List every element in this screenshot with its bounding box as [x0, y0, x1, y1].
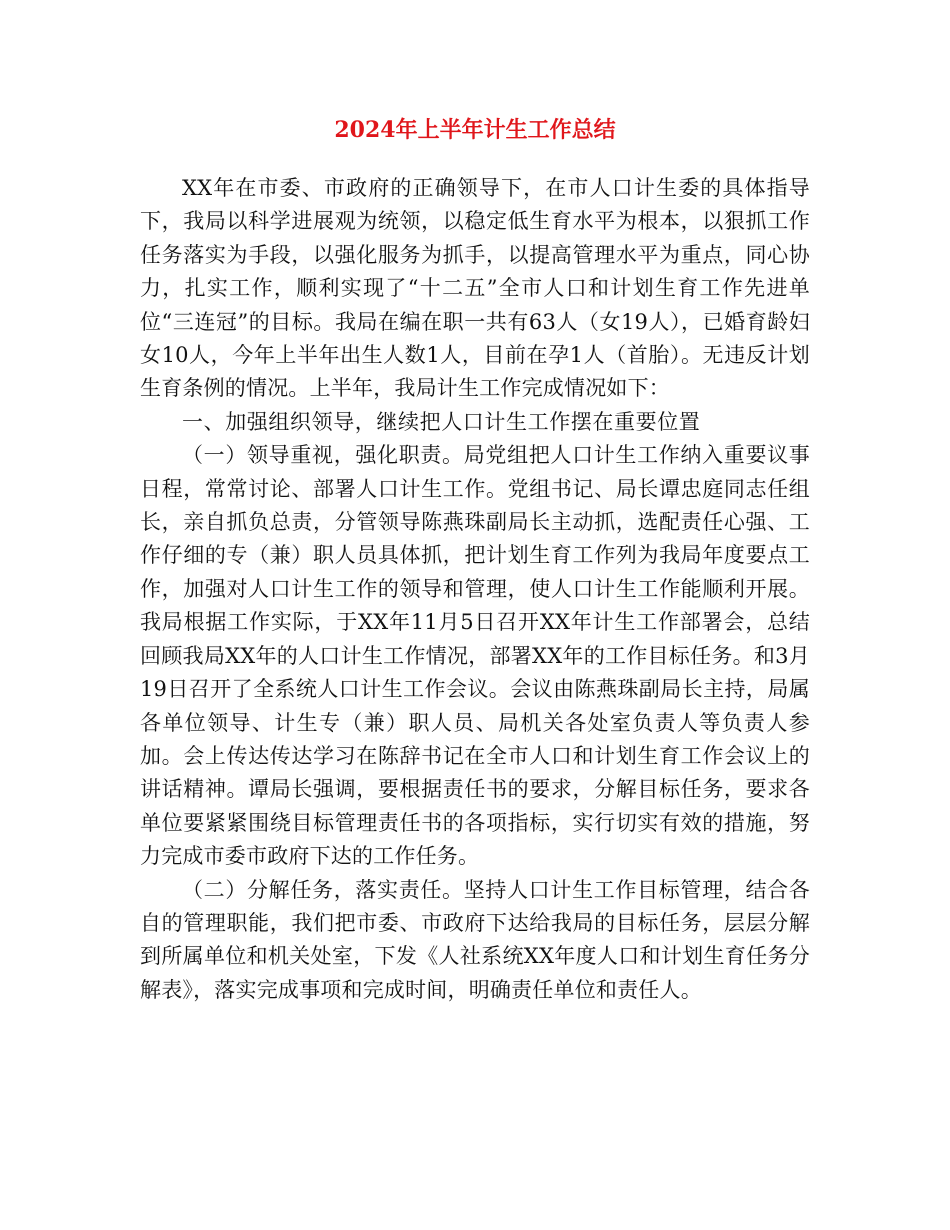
intro-paragraph: XX年在市委、市政府的正确领导下，在市人口计生委的具体指导下，我局以科学进展观为统领，以稳定低生育水平为根本，以狠抓工作任务落实为手段，以强化服务为抓手，以提高管理水平为重点，同心协力，扎实工作，顺利实现了“十二五”全市人口和计划生育工作先进单位“三连冠”的目标。我局在编在职一共有63人（女19人），已婚育龄妇女10人，今年上半年出生人数1人，目前在孕1人（首胎）。无违反计划生育条例的情况。上半年，我局计生工作完成情况如下： — [140, 176, 810, 401]
section-1-paragraph-1: （一）领导重视，强化职责。局党组把人口计生工作纳入重要议事日程，常常讨论、部署人口计生工作。党组书记、局长谭忠庭同志任组长，亲自抓负总责，分管领导陈燕珠副局长主动抓，选配责任心强、工作仔细的专（兼）职人员具体抓，把计划生育工作列为我局年度要点工作，加强对人口计生工作的领导和管理，使人口计生工作能顺利开展。我局根据工作实际，于XX年11月5日召开XX年计生工作部署会，总结回顾我局XX年的人口计生工作情况，部署XX年的工作目标任务。和3月19日召开了全系统人口计生工作会议。会议由陈燕珠副局长主持，局属各单位领导、计生专（兼）职人员、局机关各处室负责人等负责人参加。会上传达传达学习在陈辞书记在全市人口和计划生育工作会议上的讲话精神。谭局长强调，要根据责任书的要求，分解目标任务，要求各单位要紧紧围绕目标管理责任书的各项指标，实行切实有效的措施，努力完成市委市政府下达的工作任务。 — [140, 443, 810, 869]
document-title: 2024年上半年计生工作总结 — [334, 117, 616, 143]
section-heading-1: 一、加强组织领导，继续把人口计生工作摆在重要位置 — [182, 409, 701, 434]
section-1-paragraph-2: （二）分解任务，落实责任。坚持人口计生工作目标管理，结合各自的管理职能，我们把市委、市政府下达给我局的目标任务，层层分解到所属单位和机关处室，下发《人社系统XX年度人口和计划生育任务分解表》，落实完成事项和完成时间，明确责任单位和责任人。 — [140, 877, 810, 1002]
